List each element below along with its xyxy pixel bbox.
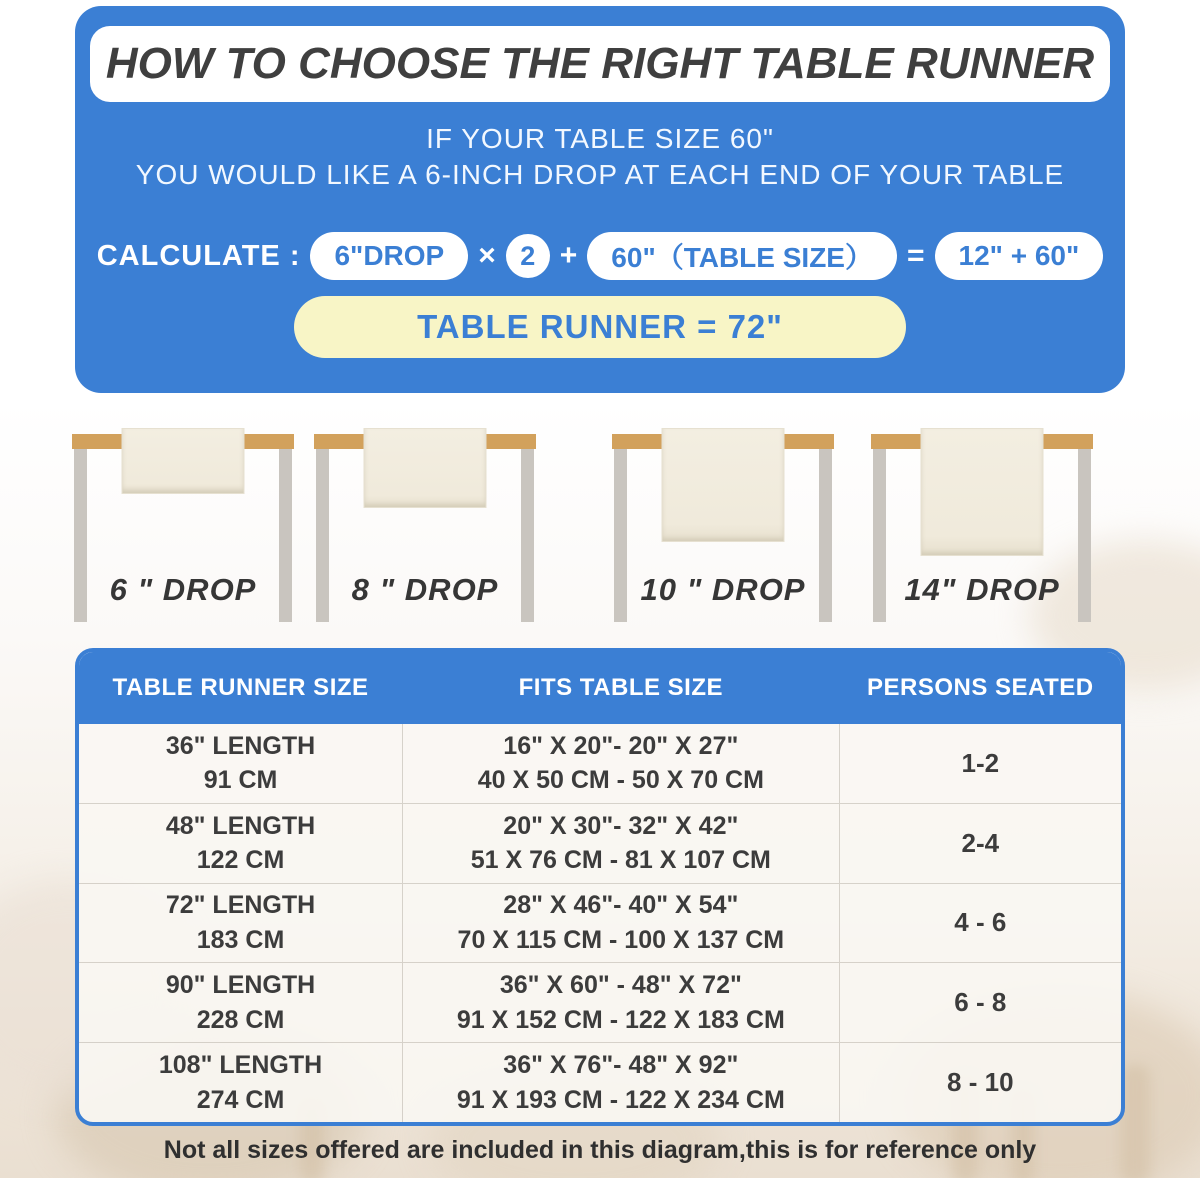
drop-example-figure-8in — [314, 426, 536, 626]
runner-size-inches: 36" LENGTH — [165, 731, 316, 760]
drop-label: 8 " DROP — [351, 572, 499, 607]
times-sign: × — [478, 239, 496, 272]
persons-cell — [840, 884, 1121, 963]
drop-label: 14" DROP — [904, 572, 1060, 607]
fits-table-cell — [402, 1043, 840, 1122]
calculate-label: CALCULATE : — [96, 239, 301, 272]
fits-size-cm: 51 X 76 CM - 81 X 107 CM — [470, 846, 771, 875]
runner-size-inches: 90" LENGTH — [165, 971, 316, 1000]
plus-sign: + — [559, 239, 578, 272]
persons-cell — [840, 963, 1121, 1042]
drop-value-pill: 6"DROP — [310, 232, 468, 280]
persons-cell — [840, 724, 1121, 803]
table-header-row — [79, 652, 1121, 724]
header-panel — [75, 6, 1125, 393]
column-header-persons: PERSONS SEATED — [867, 674, 1094, 701]
runner-drape — [921, 428, 1044, 556]
fits-size-inches: 20" X 30"- 32" X 42" — [503, 811, 739, 840]
column-header-fits-table: FITS TABLE SIZE — [518, 674, 724, 701]
drop-label: 10 " DROP — [640, 572, 806, 607]
table-row — [79, 1042, 1121, 1122]
drop-example-figure-10in — [612, 426, 834, 626]
subtitle-line-1: IF YOUR TABLE SIZE 60" — [426, 123, 774, 154]
runner-size-cell — [79, 1043, 402, 1122]
table-size-pill: 60"（TABLE SIZE） — [587, 232, 897, 280]
title-banner — [90, 26, 1110, 102]
runner-result-pill: TABLE RUNNER = 72" — [294, 296, 906, 358]
runner-size-cell — [79, 804, 402, 883]
fits-size-cm: 91 X 193 CM - 122 X 234 CM — [456, 1085, 785, 1114]
equals-sign: = — [906, 239, 925, 272]
persons-seated: 8 - 10 — [947, 1067, 1014, 1098]
fits-size-inches: 28" X 46"- 40" X 54" — [503, 891, 739, 920]
fits-size-inches: 36" X 76"- 48" X 92" — [503, 1051, 739, 1080]
runner-size-cell — [79, 724, 402, 803]
fits-size-cm: 40 X 50 CM - 50 X 70 CM — [477, 766, 764, 795]
runner-size-cell — [79, 963, 402, 1042]
persons-cell — [840, 804, 1121, 883]
runner-size-cm: 122 CM — [196, 846, 285, 875]
drop-label: 6 " DROP — [109, 572, 257, 607]
fits-size-inches: 16" X 20"- 20" X 27" — [503, 731, 739, 760]
multiplier-circle: 2 — [506, 234, 550, 278]
fits-table-cell — [402, 724, 840, 803]
drop-example-figure-14in — [871, 426, 1093, 626]
runner-drape — [364, 428, 487, 508]
fits-size-cm: 70 X 115 CM - 100 X 137 CM — [457, 925, 785, 954]
persons-seated: 4 - 6 — [954, 907, 1007, 938]
table-row — [79, 962, 1121, 1042]
runner-drape — [662, 428, 785, 542]
page-title: HOW TO CHOOSE THE RIGHT TABLE RUNNER — [105, 39, 1095, 88]
fits-size-inches: 36" X 60" - 48" X 72" — [499, 971, 742, 1000]
runner-size-cm: 91 CM — [203, 766, 278, 795]
persons-seated: 6 - 8 — [954, 987, 1007, 1018]
table-body — [79, 724, 1121, 1122]
sum-pill: 12" + 60" — [935, 232, 1104, 280]
persons-seated: 1-2 — [961, 747, 1000, 778]
runner-size-inches: 108" LENGTH — [158, 1051, 323, 1080]
runner-size-inches: 72" LENGTH — [165, 891, 316, 920]
runner-size-cm: 228 CM — [196, 1005, 285, 1034]
drop-example-figure-6in — [72, 426, 294, 626]
fits-table-cell — [402, 804, 840, 883]
column-header-runner-size: TABLE RUNNER SIZE — [112, 674, 369, 701]
fits-size-cm: 91 X 152 CM - 122 X 183 CM — [456, 1005, 785, 1034]
size-reference-table — [75, 648, 1125, 1126]
disclaimer-note: Not all sizes offered are included in this diagram,this is for reference only — [163, 1136, 1037, 1164]
calculation-row — [75, 232, 1125, 280]
persons-seated: 2-4 — [961, 827, 1000, 858]
runner-size-inches: 48" LENGTH — [165, 811, 316, 840]
table-row — [79, 883, 1121, 963]
table-row — [79, 724, 1121, 803]
subtitle-line-2: YOU WOULD LIKE A 6-INCH DROP AT EACH END OF YOUR TABLE — [135, 159, 1065, 190]
fits-table-cell — [402, 963, 840, 1042]
table-row — [79, 803, 1121, 883]
runner-size-cell — [79, 884, 402, 963]
persons-cell — [840, 1043, 1121, 1122]
runner-drape — [122, 428, 245, 494]
fits-table-cell — [402, 884, 840, 963]
runner-size-cm: 274 CM — [196, 1085, 285, 1114]
runner-size-cm: 183 CM — [196, 925, 285, 954]
